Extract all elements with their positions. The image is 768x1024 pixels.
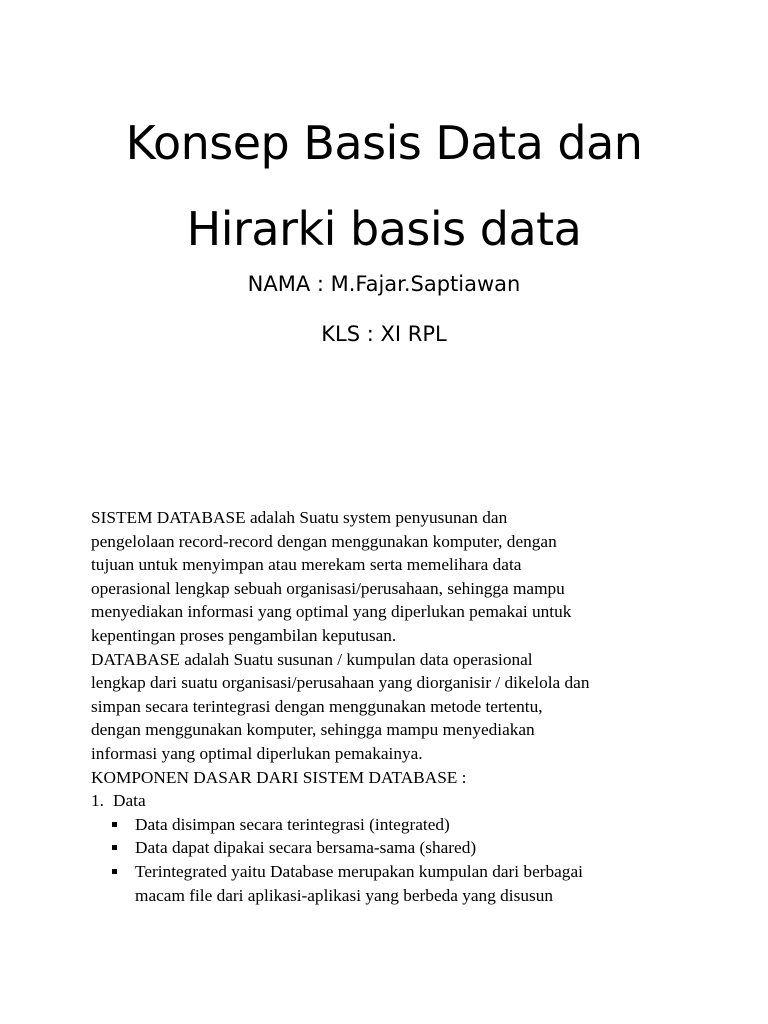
text-line: SISTEM DATABASE adalah Suatu system penyusunan dan (91, 508, 508, 527)
list-item (91, 836, 701, 860)
title-line-1: Konsep Basis Data dan (125, 116, 643, 170)
title-line-2: Hirarki basis data (186, 202, 582, 256)
list-item (91, 813, 701, 837)
square-bullet-icon (112, 845, 117, 850)
list-item (91, 860, 701, 907)
document-title (0, 100, 768, 272)
text-line: dengan menggunakan komputer, sehingga mampu menyediakan (91, 720, 535, 740)
text-line: menyediakan informasi yang optimal yang diperlukan pemakai untuk (91, 602, 572, 622)
text-line: DATABASE adalah Suatu susunan / kumpulan data operasional (91, 649, 533, 669)
student-name: NAMA : M.Fajar.Saptiawan (247, 272, 521, 296)
square-bullet-icon (112, 869, 117, 874)
text-line: lengkap dari suatu organisasi/perusahaan yang diorganisir / dikelola dan (91, 673, 590, 693)
paragraph-sistem-database (91, 506, 701, 648)
student-class: KLS : XI RPL (321, 322, 447, 346)
paragraph-database (91, 648, 701, 766)
text-line: operasional lengkap sebuah organisasi/perusahaan, sehingga mampu (91, 578, 565, 598)
bullet-list (91, 813, 701, 907)
text-line: kepentingan proses pengambilan keputusan. (91, 625, 397, 645)
komponen-heading: KOMPONEN DASAR DARI SISTEM DATABASE : (91, 767, 467, 787)
list-item-text: Terintegrated yaitu Database merupakan kumpulan dari berbagai (135, 861, 583, 881)
square-bullet-icon (112, 822, 117, 827)
text-line: tujuan untuk menyimpan atau merekam serta memelihara data (91, 555, 522, 575)
text-line: pengelolaan record-record dengan menggunakan komputer, dengan (91, 531, 557, 551)
numbered-item-data (91, 789, 701, 813)
list-item-text: macam file dari aplikasi-aplikasi yang berbeda yang disusun (135, 885, 553, 905)
document-body (91, 506, 701, 907)
item-number: 1. (91, 791, 104, 811)
item-label: Data (113, 791, 146, 811)
list-item-text: Data dapat dipakai secara bersama-sama (shared) (135, 838, 477, 858)
text-line: simpan secara terintegrasi dengan menggunakan metode tertentu, (91, 696, 543, 716)
text-line: informasi yang optimal diperlukan pemakainya. (91, 743, 423, 763)
list-item-text: Data disimpan secara terintegrasi (integrated) (135, 814, 450, 834)
